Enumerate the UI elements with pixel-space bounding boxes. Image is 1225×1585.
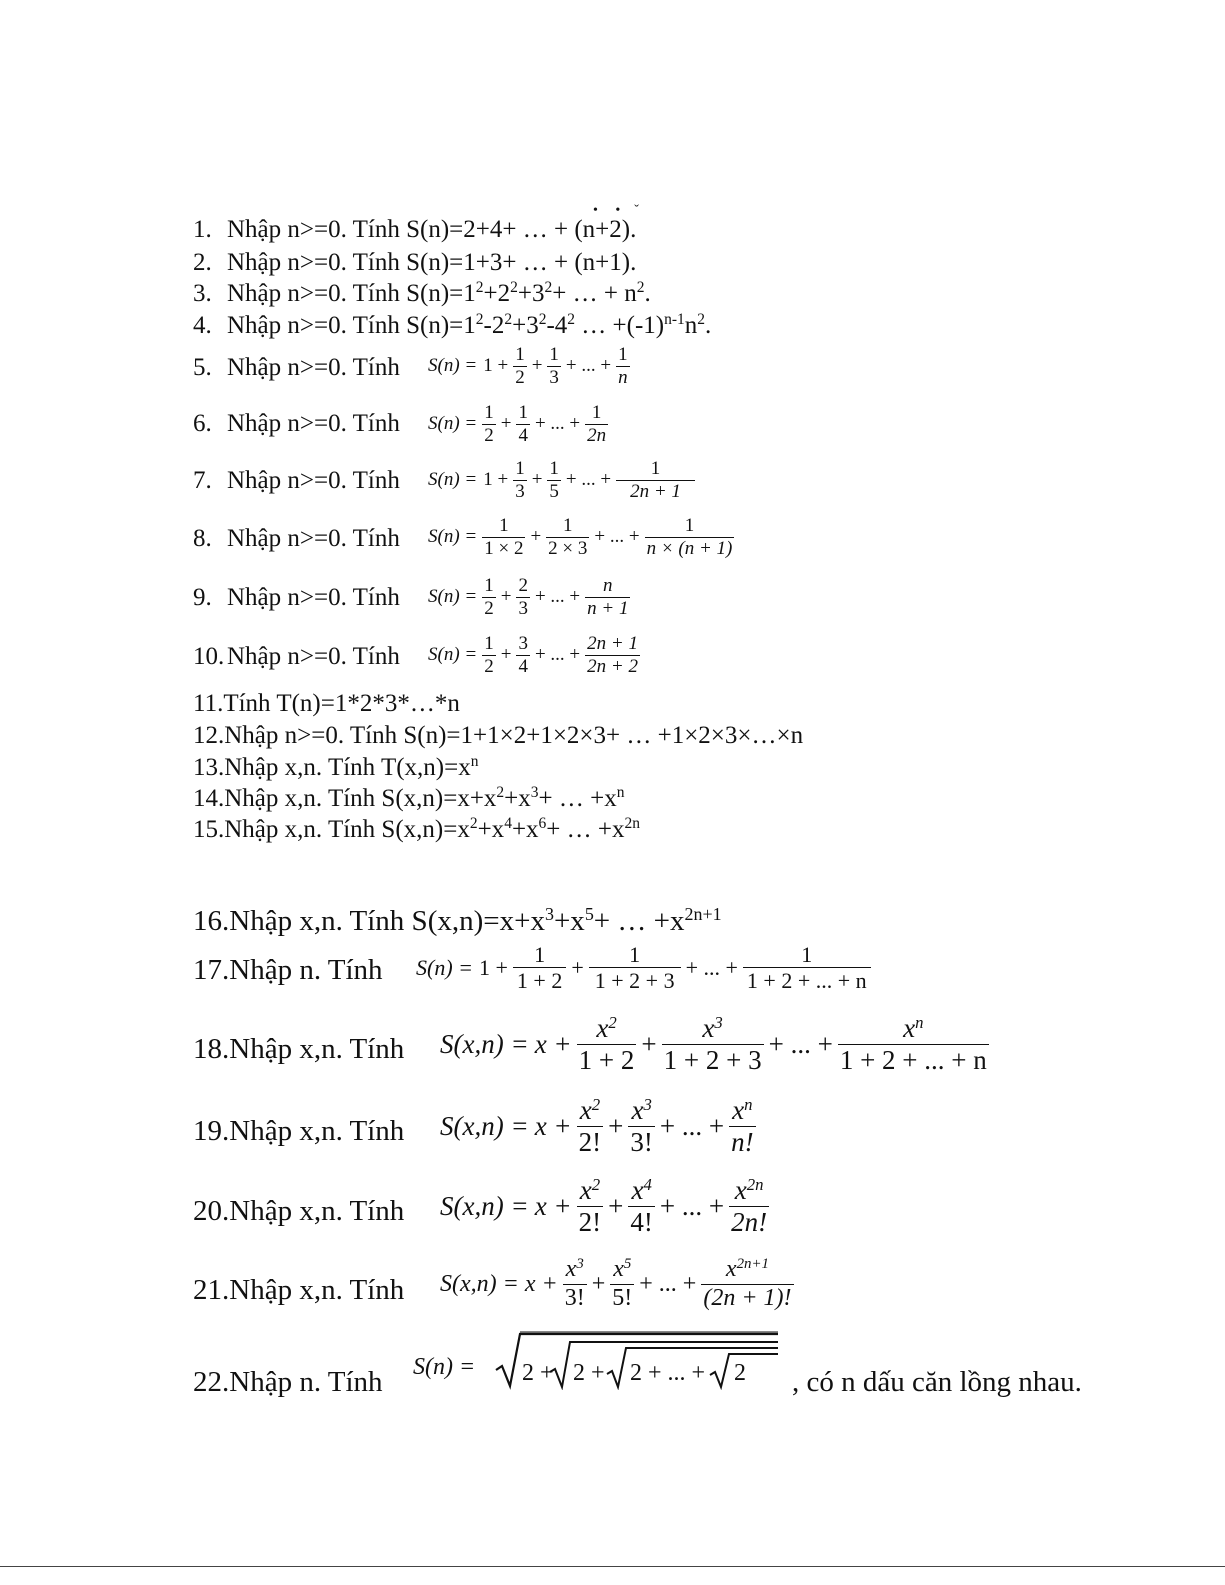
- formula-8: S(n) = $\frac{1}{1 \times 2}$ + $\frac{1}{2 \times 3}$ + ... + $\frac{1}{n \times (n + 1)}$: [428, 515, 733, 559]
- problem-number: 4.: [193, 312, 212, 339]
- problem-text: Nhập n>=0. Tính $S(n)=1^2+2^2+3^2+$ … + $n^2$.: [227, 279, 651, 307]
- problem-14: 14.Nhập x,n. Tính $S(x,n)=x+x^2+x^3+$ … $+x^n$: [193, 784, 625, 812]
- problem-number: 2.: [193, 249, 212, 276]
- problem-6: [0, 402, 1225, 460]
- radical-term-3: 2 + ... +: [630, 1360, 706, 1386]
- radical-term-2: 2 +: [573, 1360, 605, 1386]
- formula-10: S(n) = $\frac{1}{2}$ + $\frac{3}{4}$ + ... + $\frac{2n + 1}{2n + 2}$: [428, 633, 638, 677]
- problem-label: 22.Nhập n. Tính: [193, 1366, 383, 1398]
- problem-20: [0, 1175, 1225, 1249]
- problem-label: Nhập n>=0. Tính: [227, 525, 400, 552]
- problem-15: 15.Nhập x,n. Tính $S(x,n)=x^2+x^4+x^6+$ … $+x^{2n}$: [193, 815, 640, 843]
- problem-11: 11.Tính T(n)=1*2*3*…*n: [193, 690, 460, 717]
- problem-22: [0, 1330, 1225, 1400]
- page-bottom-edge: [0, 1566, 1225, 1567]
- formula-9: S(n) = $\frac{1}{2}$ + $\frac{2}{3}$ + ... + $\frac{n}{n + 1}$: [428, 575, 629, 619]
- problem-9: [0, 575, 1225, 631]
- problem-12: 12.Nhập n>=0. Tính S(n)=1+1×2+1×2×3+ … +1×2×3×…×n: [193, 722, 804, 749]
- problem-label: 18.Nhập x,n. Tính: [193, 1033, 405, 1065]
- problem-13: 13.Nhập x,n. Tính $T(x,n)=x^n$: [193, 753, 479, 781]
- problem-text: Nhập n>=0. Tính S(n)=1+3+ … + (n+1).: [227, 249, 637, 276]
- problem-number: 3.: [193, 280, 212, 307]
- scan-marks: • • ˇ: [593, 203, 639, 218]
- problem-10: [0, 633, 1225, 691]
- problem-7: [0, 458, 1225, 516]
- formula-19: S(x,n) = x + $\frac{x^2}{2!}$ + $\frac{x^3}{3!}$ + ... + $\frac{x^n}{n!}$: [440, 1094, 754, 1158]
- formula-17: S(n) = 1 + $\frac{1}{1 + 2}$ + $\frac{1}{1 + 2 + 3}$ + ... + $\frac{1}{1 + 2 + ... + n}$: [413, 942, 873, 994]
- problem-17: [0, 942, 1225, 1008]
- problem-21: [0, 1256, 1225, 1330]
- formula-7: S(n) = 1 + $\frac{1}{3}$ + $\frac{1}{5}$ + ... + $\frac{1}{2n + 1}$: [425, 458, 697, 503]
- formula-20: S(x,n) = x + $\frac{x^2}{2!}$ + $\frac{x^4}{4!}$ + ... + $\frac{x^{2n}}{2n!}$: [440, 1174, 768, 1238]
- problem-label: 17.Nhập n. Tính: [193, 954, 383, 986]
- problem-number: 5.: [193, 354, 212, 381]
- problem-label: 20.Nhập x,n. Tính: [193, 1195, 405, 1227]
- formula-6: S(n) = $\frac{1}{2}$ + $\frac{1}{4}$ + ... + $\frac{1}{2n}$: [428, 402, 607, 446]
- problem-label: Nhập n>=0. Tính: [227, 643, 400, 670]
- problem-8: [0, 515, 1225, 573]
- problem-suffix: , có n dấu căn lồng nhau.: [792, 1366, 1082, 1398]
- radical-term-1: 2 +: [522, 1360, 554, 1386]
- problem-number: 9.: [193, 584, 212, 611]
- problem-number: 8.: [193, 525, 212, 552]
- problem-label: Nhập n>=0. Tính: [227, 467, 400, 494]
- problem-18: [0, 1013, 1225, 1089]
- problem-number: 10.: [193, 643, 225, 670]
- problem-text: Nhập n>=0. Tính S(n)=2+4+ … + (n+2).: [227, 216, 637, 243]
- problem-19: [0, 1095, 1225, 1169]
- formula-22-lhs: S(n) =: [413, 1354, 476, 1380]
- problem-number: 1.: [193, 216, 212, 243]
- problem-label: Nhập n>=0. Tính: [227, 354, 400, 381]
- problem-label: 19.Nhập x,n. Tính: [193, 1115, 405, 1147]
- nested-radical: [494, 1330, 784, 1390]
- problem-16: 16.Nhập x,n. Tính $S(x,n)=x+x^3+x^5+$ … $+x^{2n+1}$: [193, 904, 722, 937]
- problem-5: [0, 344, 1225, 404]
- problem-label: Nhập n>=0. Tính: [227, 410, 400, 437]
- problem-number: 7.: [193, 467, 212, 494]
- formula-21: S(x,n) = x + $\frac{x^3}{3!}$ + $\frac{x^5}{5!}$ + ... + $\frac{x^{2n+1}}{(2n + 1)!}$: [440, 1255, 792, 1311]
- formula-5: S(n) = 1 + $\frac{1}{2}$ + $\frac{1}{3}$ + ... + $\frac{1}{n}$: [428, 344, 628, 388]
- radical-term-last: 2: [734, 1360, 746, 1386]
- formula-18: S(x,n) = x + $\frac{x^2}{1 + 2}$ + $\frac{x^3}{1 + 2 + 3}$ + ... + $\frac{x^n}{1 + 2 + ... + n}$: [440, 1012, 987, 1076]
- problem-number: 6.: [193, 410, 212, 437]
- problem-label: 21.Nhập x,n. Tính: [193, 1274, 405, 1306]
- problem-text: Nhập n>=0. Tính $S(n)=1^2-2^2+3^2-4^2$ … $+(-1)^{n-1}n^2$.: [227, 311, 712, 339]
- problem-label: Nhập n>=0. Tính: [227, 584, 400, 611]
